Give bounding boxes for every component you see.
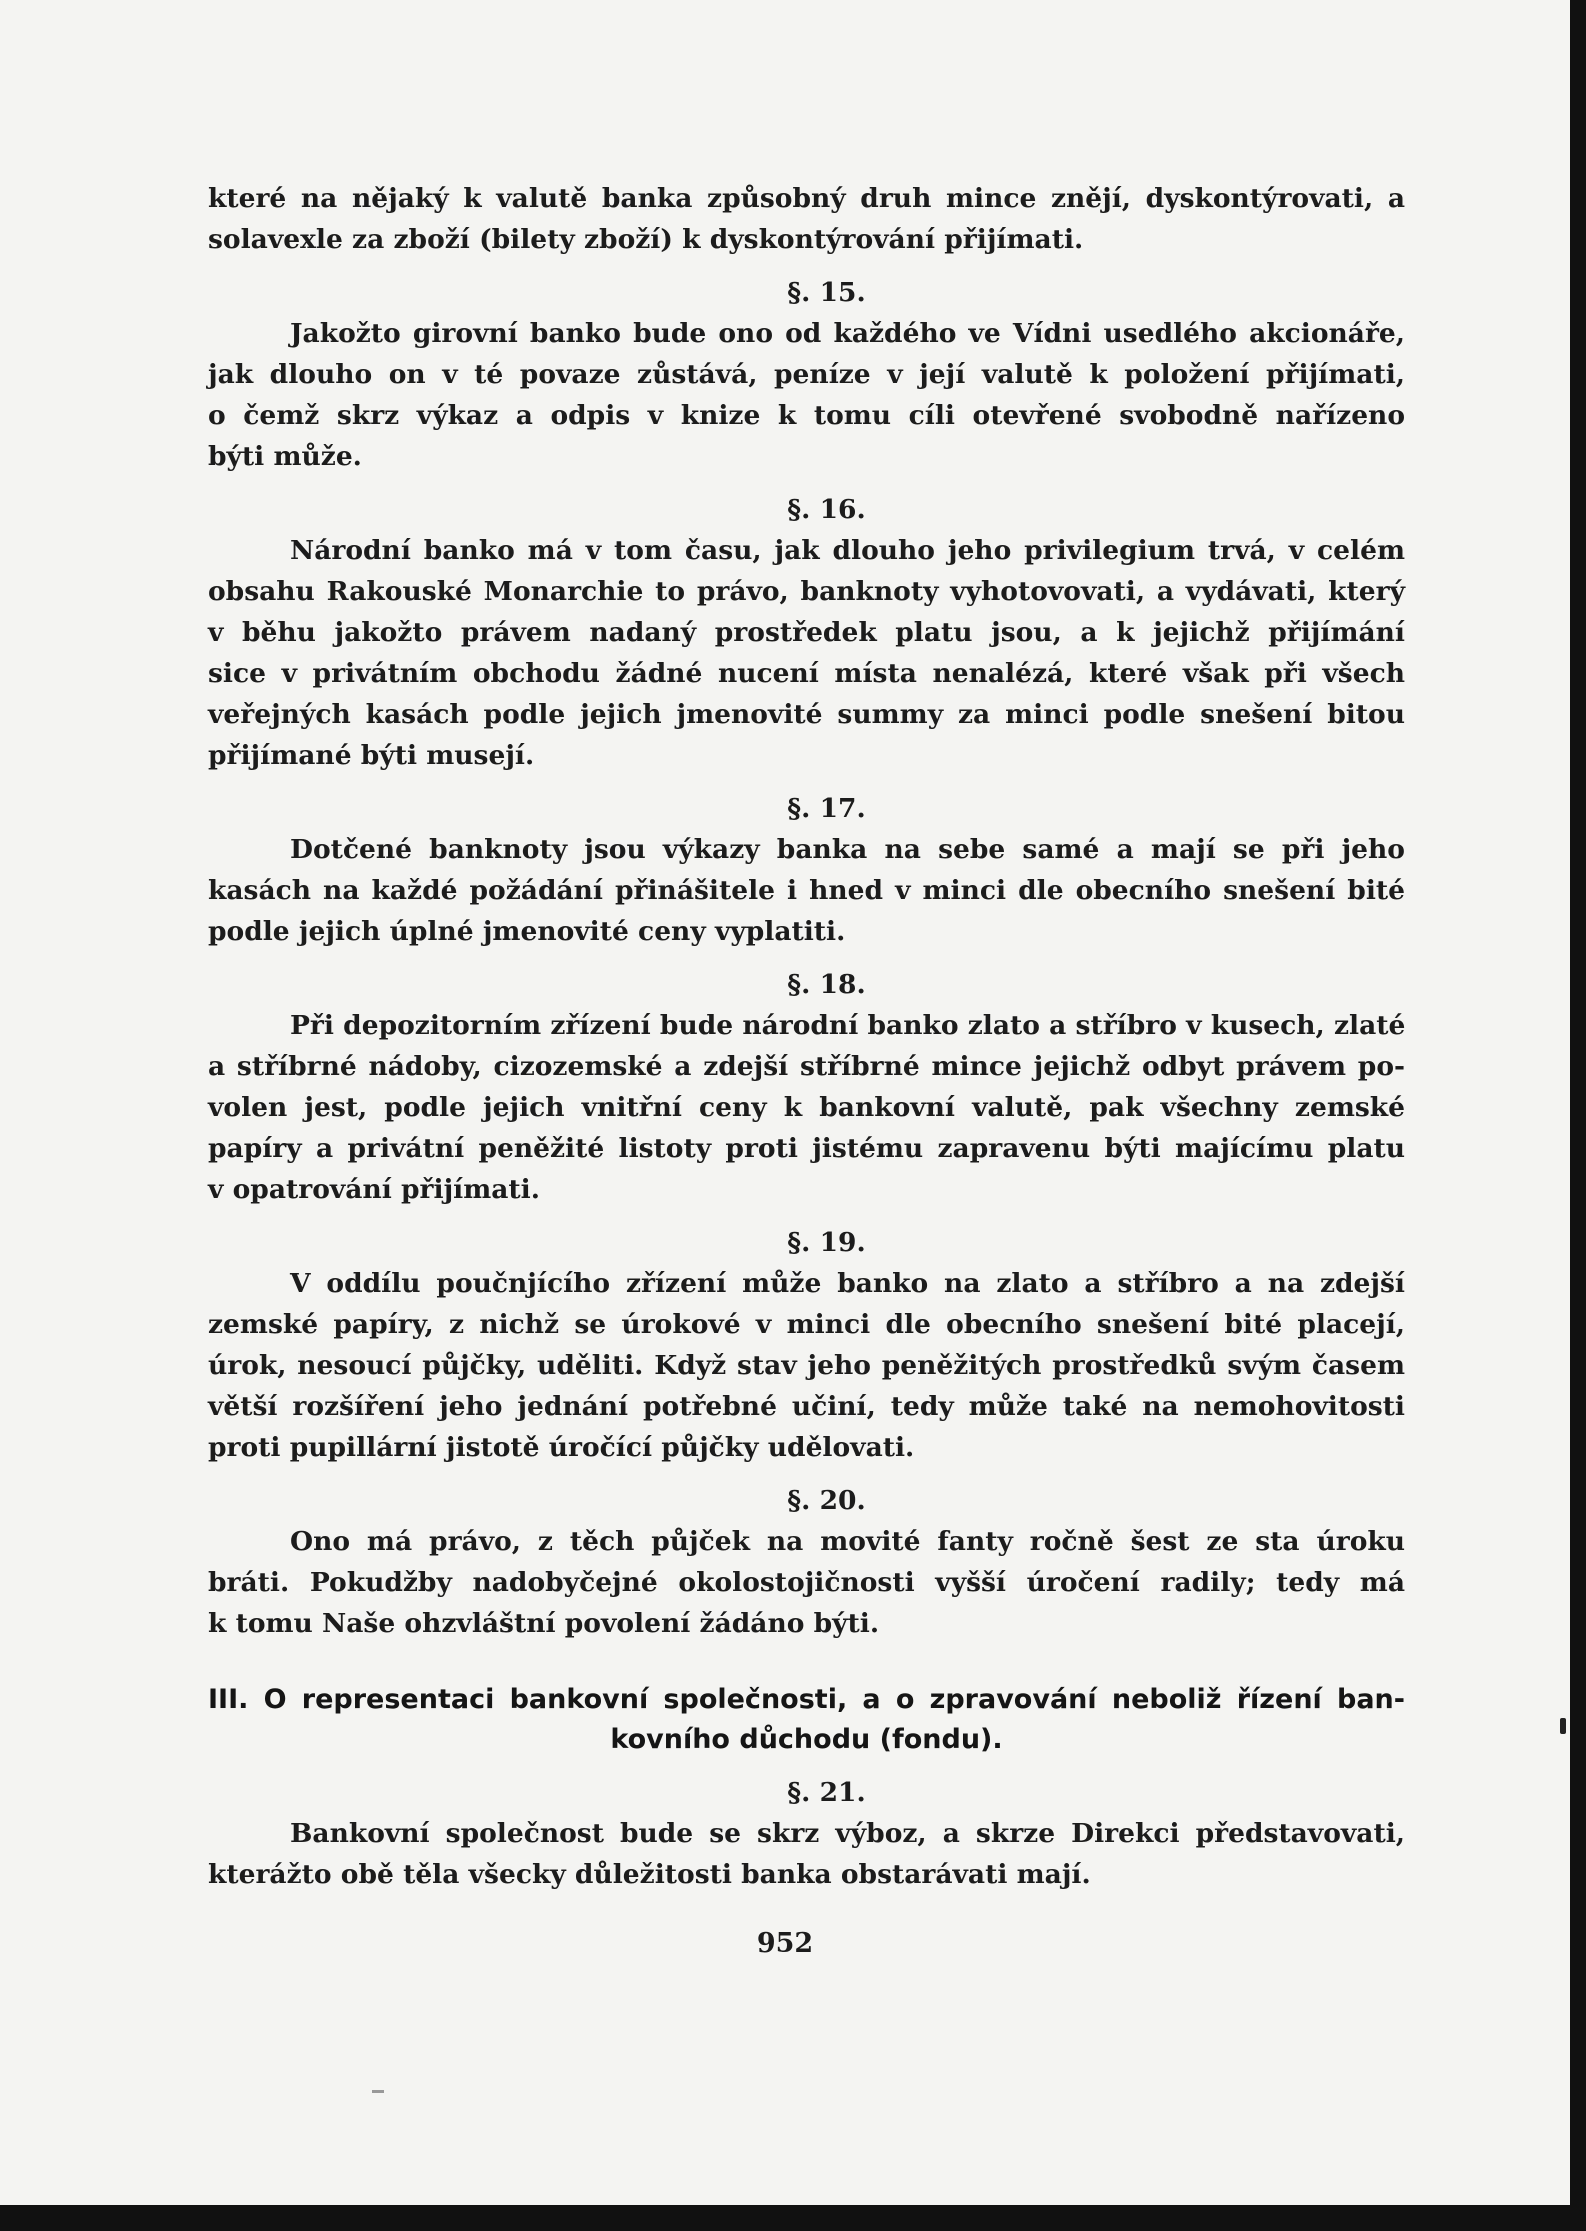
text-line: volen jest, podle jejich vnitřní ceny k bankovní valutě, pak všechny zemské [208, 1092, 1405, 1123]
paragraph [208, 1521, 1405, 1644]
heading-line: kovního důchodu (fondu). [610, 1724, 1003, 1755]
heading-line: III. O representaci bankovní společnosti, a o zpravování neboliž řízení ban- [208, 1684, 1405, 1715]
text-line: sice v privátním obchodu žádné nucení místa nenalézá, které však při všech [208, 658, 1405, 689]
text-line: Při depozitorním zřízení bude národní banko zlato a stříbro v kusech, zlaté [290, 1010, 1406, 1041]
section-number: §. 20. [787, 1485, 866, 1516]
text-line: Ono má právo, z těch půjček na movité fanty ročně šest ze sta úroku [290, 1526, 1405, 1557]
section-number: §. 17. [787, 793, 866, 824]
paragraph [208, 178, 1405, 260]
text-line: veřejných kasách podle jejich jmenovité summy za minci podle snešení bitou [208, 699, 1405, 730]
binding-mark [1560, 1718, 1566, 1734]
text-line: zemské papíry, z nichž se úrokové v minci dle obecního snešení bité placejí, [208, 1309, 1405, 1340]
paragraph [208, 530, 1405, 776]
text-line: papíry a privátní peněžité listoty proti jistému zapravenu býti majícímu platu [208, 1133, 1405, 1164]
text-line: v opatrování přijímati. [208, 1174, 540, 1205]
text-line: jak dlouho on v té povaze zůstává, peníze v její valutě k položení přijímati, [208, 359, 1405, 390]
text-line: kterážto obě těla všecky důležitosti banka obstarávati mají. [208, 1859, 1091, 1890]
section-number: §. 21. [787, 1777, 866, 1808]
text-line: větší rozšíření jeho jednání potřebné učiní, tedy může také na nemohovitosti [208, 1391, 1405, 1422]
text-line: které na nějaký k valutě banka způsobný druh mince znějí, dyskontýrovati, a [208, 183, 1405, 214]
chapter-heading [208, 1680, 1405, 1760]
text-line: v běhu jakožto právem nadaný prostředek platu jsou, a k jejichž přijímání [208, 617, 1405, 648]
text-line: Národní banko má v tom času, jak dlouho jeho privilegium trvá, v celém [290, 535, 1405, 566]
section-number: §. 19. [787, 1227, 866, 1258]
text-line: úrok, nesoucí půjčky, uděliti. Když stav jeho peněžitých prostředků svým časem [208, 1350, 1405, 1381]
scan-border-right [1570, 0, 1586, 2231]
paragraph [208, 1263, 1405, 1468]
scan-border-bottom [0, 2205, 1586, 2231]
text-line: obsahu Rakouské Monarchie to právo, banknoty vyhotovovati, a vydávati, který [208, 576, 1405, 607]
page-number: 952 [756, 1928, 814, 1959]
paragraph [208, 313, 1405, 477]
text-line: bráti. Pokudžby nadobyčejné okolostojičnosti vyšší úročení radily; tedy má [208, 1567, 1405, 1598]
text-line: býti může. [208, 441, 362, 472]
scan-smudge [372, 2090, 384, 2093]
text-line: přijímané býti musejí. [208, 740, 535, 771]
page-content [208, 178, 1405, 1895]
paragraph [208, 1813, 1405, 1895]
paragraph [208, 829, 1405, 952]
text-line: a stříbrné nádoby, cizozemské a zdejší stříbrné mince jejichž odbyt právem po- [208, 1051, 1405, 1082]
text-line: Bankovní společnost bude se skrz výboz, a skrze Direkci představovati, [290, 1818, 1405, 1849]
text-line: k tomu Naše ohzvláštní povolení žádáno býti. [208, 1608, 880, 1639]
section-number: §. 18. [787, 969, 866, 1000]
text-line: o čemž skrz výkaz a odpis v knize k tomu cíli otevřené svobodně nařízeno [208, 400, 1405, 431]
paragraph [208, 1005, 1405, 1210]
text-line: Dotčené banknoty jsou výkazy banka na sebe samé a mají se při jeho [290, 834, 1405, 865]
text-line: kasách na každé požádání přinášitele i hned v minci dle obecního snešení bité [208, 875, 1405, 906]
text-line: proti pupillární jistotě úročící půjčky udělovati. [208, 1432, 915, 1463]
section-number: §. 15. [787, 277, 866, 308]
text-line: podle jejich úplné jmenovité ceny vyplatiti. [208, 916, 846, 947]
text-line: Jakožto girovní banko bude ono od každého ve Vídni usedlého akcionáře, [290, 318, 1405, 349]
text-line: V oddílu poučnjícího zřízení může banko na zlato a stříbro a na zdejší [290, 1268, 1405, 1299]
section-number: §. 16. [787, 494, 866, 525]
text-line: solavexle za zboží (bilety zboží) k dyskontýrování přijímati. [208, 224, 1084, 255]
